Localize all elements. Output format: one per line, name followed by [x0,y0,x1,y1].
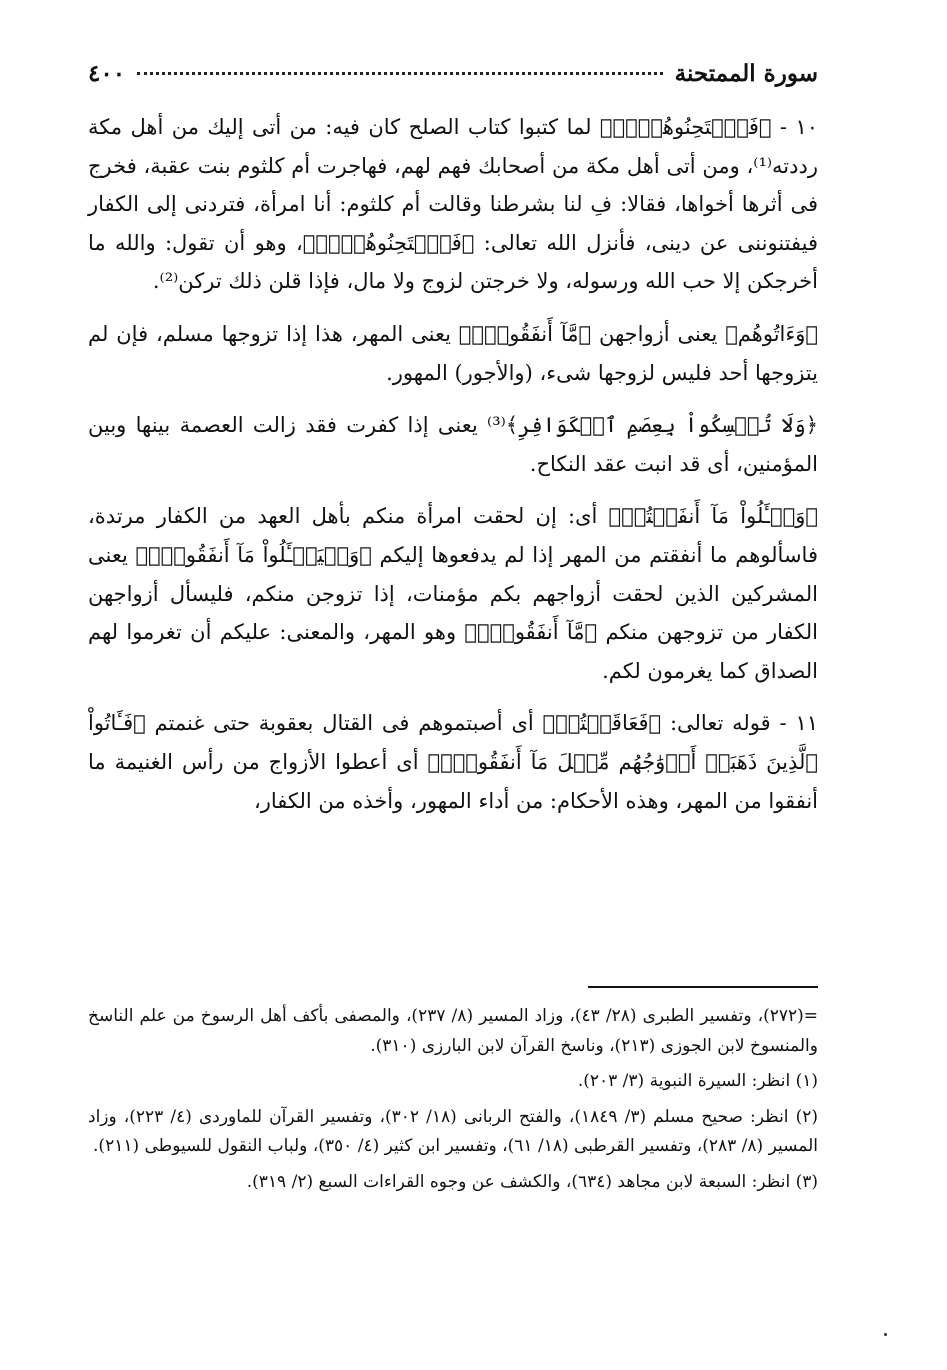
running-header [88,60,818,102]
page-number: ٤٠٠ [88,60,126,87]
footnote-continuation: =(٢٧٢)، وتفسير الطبرى (٢٨/ ٤٣)، وزاد المسير (٨/ ٢٣٧)، والمصفى بأكف أهل الرسوخ من علم الناسخ والمنسوخ لابن الجوزى (٢١٣)، وناسخ القرآن لابن البارزى (٣١٠). [88,1006,819,1056]
footnote-2: (٢) انظر: صحيح مسلم (٣/ ١٨٤٩)، والفتح الربانى (١٨/ ٣٠٢)، وتفسير القرآن للماوردى (٤/ ٢٢٣)، وزاد المسير (٨/ ٢٨٣)، وتفسير القرطبى (١٨/ ٦١)، وتفسير ابن كثير (٤/ ٣٥٠)، ولباب النقول للسيوطى (٢١١). [88,1106,818,1156]
footnotes [88,1002,818,1203]
paragraph-give-them: ﴿وَءَاتُوهُم﴾ يعنى أزواجهن ﴿مَّآ أَنفَقُواْۚ﴾ يعنى المهر، هذا إذا تزوجها مسلم، فإن لم يتزوجها أحد فليس لزوجها شىء، (والأجور) المهور. [88,321,818,385]
paragraph-verse-11: ١١ - قوله تعالى: ﴿فَعَاقَبۡتُمۡ﴾ أى أصبتموهم فى القتال بعقوبة حتى غنمتم ﴿فَـَٔاتُواْ ٱلَّذِينَ ذَهَبَتۡ أَزۡوَٰجُهُم مِّثۡلَ مَآ أَنفَقُواْۚ﴾ أى أعطوا الأزواج من رأس الغنيمة ما أنفقوا من المهر، وهذه الأحكام: من أداء المهور، وأخذه من الكفار، [88,711,818,813]
footnote-separator-line [588,986,818,988]
scan-speck [884,1333,887,1336]
footnote-1: (١) انظر: السيرة النبوية (٣/ ٢٠٣). [577,1071,818,1091]
main-text [88,108,818,820]
footnote-3: (٣) انظر: السبعة لابن مجاهد (٦٣٤)، والكشف عن وجوه القراءات السبع (٢/ ٣١٩). [246,1171,818,1192]
book-page [88,60,818,1340]
paragraph-ask-what-spent: ﴿وَسۡـَٔلُواْ مَآ أَنفَقۡتُمۡ﴾ أى: إن لحقت امرأة منكم بأهل العهد من الكفار مرتدة، فاسألوهم ما أنفقتم من المهر إذا لم يدفعوها إليكم ﴿وَلۡيَسۡـَٔلُواْ مَآ أَنفَقُواْۚ﴾ يعنى المشركين الذين لحقت أزواجهم بكم مؤمنات، إذا تزوجن منكم، فليسأل أزواجهن الكفار من تزوجهن منكم ﴿مَّآ أَنفَقُواْۚ﴾ وهو المهر، والمعنى: عليكم أن تغرموا لهم الصداق كما يغرمون لكم. [88,504,818,683]
paragraph-do-not-hold: ﴿وَلَا تُمۡسِكُواْ بِعِصَمِ ٱلۡكَوَافِرِ﴾⁽³⁾ يعنى إذا كفرت فقد زالت العصمة بينها وبين المؤمنين، أى قد انبت عقد النكاح. [88,413,818,476]
surah-title: سورة الممتحنة [674,60,818,87]
paragraph-verse-10: ١٠ - ﴿فَٱمۡتَحِنُوهُنَّۖ﴾ لما كتبوا كتاب الصلح كان فيه: من أتى إليك من أهل مكة رددته⁽¹⁾، ومن أتى أهل مكة من أصحابك فهم لهم، فهاجرت أم كلثوم بنت عقبة، فخرج فى أثرها أخواها، فقالا: فِ لنا بشرطنا وقالت أم كلثوم: أنا امرأة، فتردنى إلى الكفار فيفتنوننى عن دينى، فأنزل الله تعالى: ﴿فَٱمۡتَحِنُوهُنَّۖ﴾، وهو أن تقول: والله ما أخرجكن إلا حب الله ورسوله، ولا خرجتن لزوج ولا مال، فإذا قلن ذلك تركن⁽²⁾. [88,115,818,294]
header-dot-leader [137,72,663,75]
